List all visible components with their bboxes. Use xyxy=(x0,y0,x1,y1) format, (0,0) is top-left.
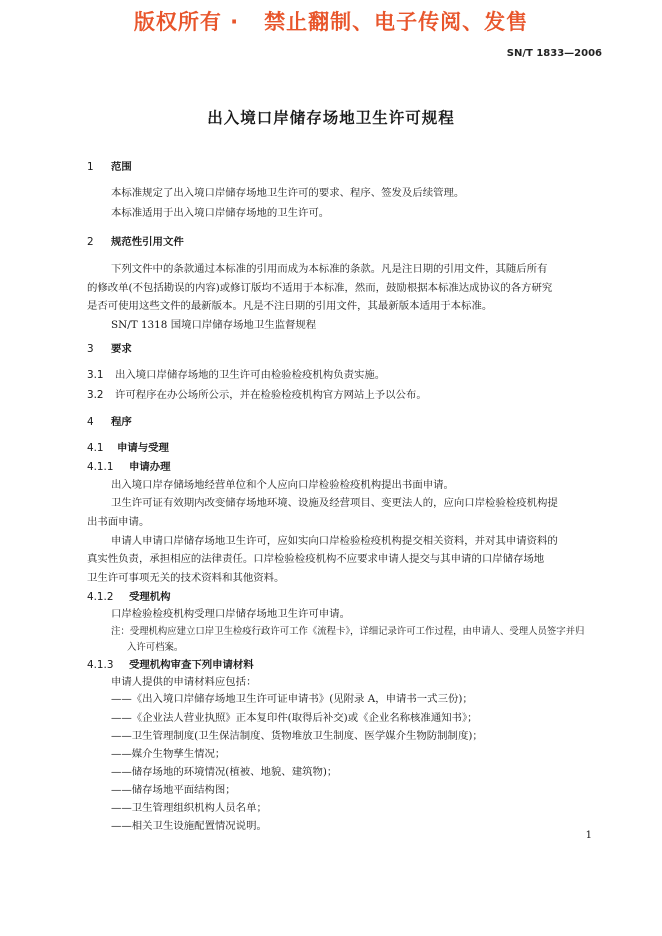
section-4-1-1-heading: 4.1.1 申请办理 xyxy=(87,461,171,473)
list-item: ——媒介生物孳生情况； xyxy=(111,748,226,760)
paragraph: 本标准规定了出入境口岸储存场地卫生许可的要求、程序、签发及后续管理。 xyxy=(111,187,465,199)
normative-reference: SN/T 1318 国境口岸储存场地卫生监督规程 xyxy=(111,319,317,331)
section-4-heading: 4 程序 xyxy=(87,416,132,428)
paragraph: 卫生许可证有效期内改变储存场地环境、设施及经营项目、变更法人的，应向口岸检验检疫机构提 xyxy=(111,497,558,509)
clause-3-2: 3.2 许可程序在办公场所公示，并在检验检疫机构官方网站上予以公布。 xyxy=(87,389,427,401)
list-item: ——《企业法人营业执照》正本复印件(取得后补交)或《企业名称核准通知书》； xyxy=(111,712,478,724)
list-item: ——卫生管理组织机构人员名单； xyxy=(111,802,267,814)
paragraph: 真实性负责，承担相应的法律责任。口岸检验检疫机构不应要求申请人提交与其申请的口岸储存场地 xyxy=(87,553,545,565)
paragraph: 口岸检验检疫机构受理口岸储存场地卫生许可申请。 xyxy=(111,608,350,620)
list-item: ——储存场地的环境情况(植被、地貌、建筑物)； xyxy=(111,766,338,778)
clause-3-1: 3.1 出入境口岸储存场地的卫生许可由检验检疫机构负责实施。 xyxy=(87,369,386,381)
list-item: ——卫生管理制度(卫生保洁制度、货物堆放卫生制度、医学媒介生物防制制度)； xyxy=(111,730,483,742)
section-4-1-2-heading: 4.1.2 受理机构 xyxy=(87,591,171,603)
section-4-1-3-heading: 4.1.3 受理机构审查下列申请材料 xyxy=(87,659,254,671)
standard-number: SN/T 1833—2006 xyxy=(506,48,602,59)
section-2-heading: 2 规范性引用文件 xyxy=(87,236,184,248)
paragraph: 申请人提供的申请材料应包括： xyxy=(111,676,257,688)
section-4-1-heading: 4.1 申请与受理 xyxy=(87,442,169,454)
paragraph: 下列文件中的条款通过本标准的引用而成为本标准的条款。凡是注日期的引用文件，其随后所有 xyxy=(111,263,548,275)
paragraph: 本标准适用于出入境口岸储存场地的卫生许可。 xyxy=(111,207,330,219)
list-item: ——相关卫生设施配置情况说明。 xyxy=(111,820,267,832)
paragraph: 是否可使用这些文件的最新版本。凡是不注日期的引用文件，其最新版本适用于本标准。 xyxy=(87,300,493,312)
paragraph: 申请人申请口岸储存场地卫生许可，应如实向口岸检验检疫机构提交相关资料，并对其申请资料的 xyxy=(111,535,558,547)
note: 注：受理机构应建立口岸卫生检疫行政许可工作《流程卡》，详细记录许可工作过程，由申请人、受理人员签字并归 xyxy=(111,626,585,637)
page-number: 1 xyxy=(585,830,592,841)
paragraph: 出书面申请。 xyxy=(87,516,150,528)
note: 入许可档案。 xyxy=(127,642,184,653)
paragraph: 卫生许可事项无关的技术资料和其他资料。 xyxy=(87,572,285,584)
list-item: ——《出入境口岸储存场地卫生许可证申请书》(见附录 A，申请书一式三份)； xyxy=(111,693,473,705)
paragraph: 的修改单(不包括勘误的内容)或修订版均不适用于本标准，然而，鼓励根据本标准达成协议的各方研究 xyxy=(87,282,553,294)
paragraph: 出入境口岸存储场地经营单位和个人应向口岸检验检疫机构提出书面申请。 xyxy=(111,479,454,491)
copyright-watermark: 版权所有 · 禁止翻制、电子传阅、发售 xyxy=(133,10,529,34)
document-title: 出入境口岸储存场地卫生许可规程 xyxy=(207,109,455,127)
section-3-heading: 3 要求 xyxy=(87,343,132,355)
list-item: ——储存场地平面结构图； xyxy=(111,784,236,796)
section-1-heading: 1 范围 xyxy=(87,161,132,173)
